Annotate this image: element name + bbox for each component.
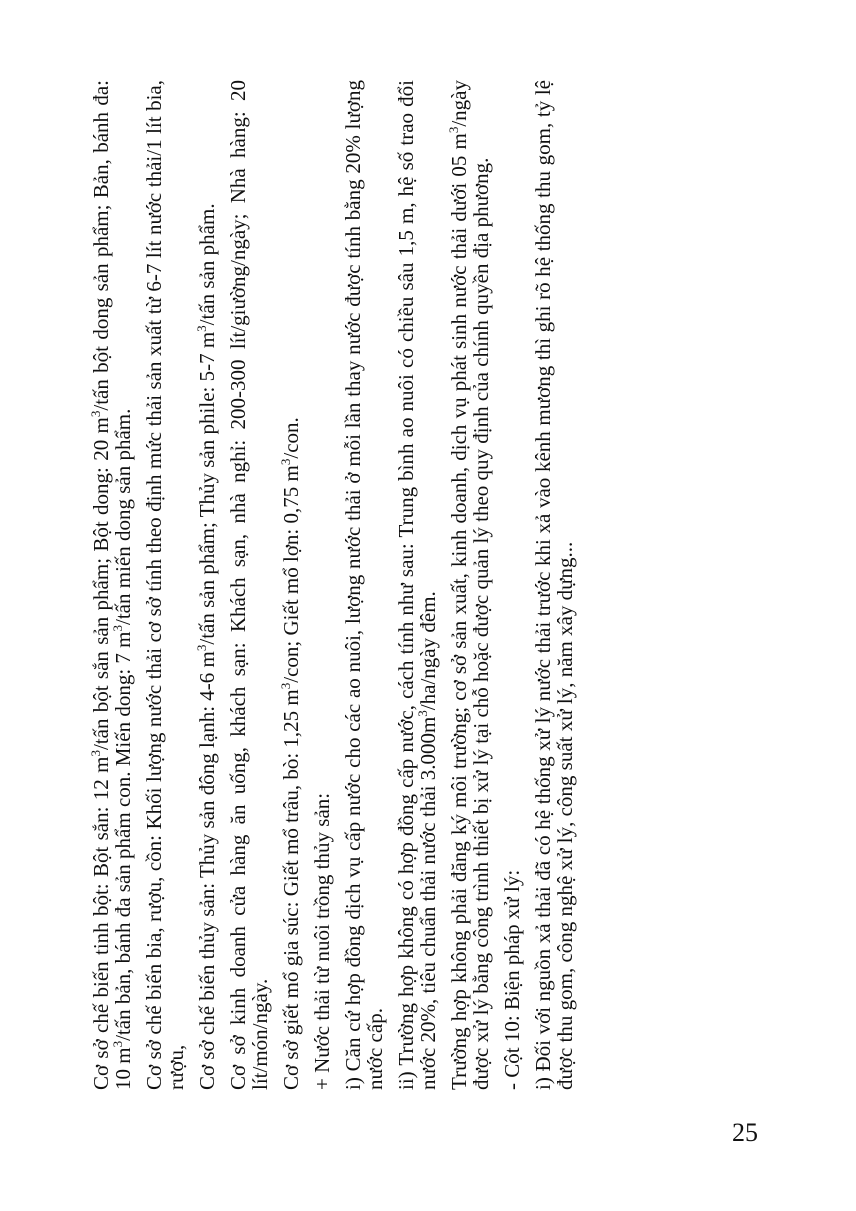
text-run: Cơ sở chế biến thủy sản: Thủy sản đông lạnh: 4-6 m <box>195 651 219 1090</box>
paragraph-thuy-san <box>196 80 218 1090</box>
paragraph-nuoi-trong-heading <box>311 80 333 1090</box>
superscript: 3 <box>278 682 293 690</box>
text-run: Trường hợp không phải đăng ký môi trường; cơ sở sản xuất, kinh doanh, dịch vụ phát sinh nước thải dưới 05 m <box>447 133 471 1090</box>
text-run: /tấn bột sắn sản phẩm; Bột dong: 20 m <box>89 417 113 751</box>
text-run: Cơ sở kinh doanh cửa hàng ăn uống, khách sạn: Khách sạn, nhà nghỉ: 200-300 lít/giường/ngày; Nhà hàng: 20 lít/món/ngày. <box>226 80 272 1090</box>
paragraph-tinh-bot <box>90 80 134 1090</box>
paragraph-item-i <box>342 80 386 1090</box>
page-number: 25 <box>732 1118 758 1147</box>
rotated-text-block <box>90 80 730 1090</box>
text-run: /tấn bản, bánh đa sản phẩm con. Miến dong: 7 m <box>111 631 135 1041</box>
paragraph-bia-ruou <box>143 80 187 1090</box>
text-run: /tấn sản phẩm. <box>195 203 219 326</box>
text-run: i) Đối với nguồn xả thải đã có hệ thống xử lý nước thải trước khi xả vào kênh mương thì ghi rõ hệ thống thu gom, tỷ lệ được thu gom, công nghệ xử lý, công suất xử lý, năm xây dựng... <box>531 80 577 1090</box>
text-run: /con; Giết mổ lợn: 0,75 m <box>279 465 303 683</box>
paragraph-item-ii <box>395 80 439 1090</box>
superscript: 3 <box>110 1040 125 1048</box>
superscript: 3 <box>88 410 103 418</box>
paragraph-khong-dang-ky <box>448 80 492 1090</box>
paragraph-khach-san <box>227 80 271 1090</box>
superscript: 3 <box>88 750 103 757</box>
superscript: 3 <box>110 624 125 632</box>
text-run: i) Căn cứ hợp đồng dịch vụ cấp nước cho các ao nuôi, lượng nước thải ở mỗi lần thay nước được tính bằng 20% lượng nước cấp. <box>341 80 387 1090</box>
paragraph-cot-10 <box>501 80 523 1090</box>
text-run: Cơ sở chế biến tinh bột: Bột sắn: 12 m <box>89 756 113 1090</box>
paragraph-giet-mo <box>280 80 302 1090</box>
superscript: 3 <box>415 710 430 717</box>
superscript: 3 <box>446 126 461 134</box>
superscript: 3 <box>278 458 293 466</box>
text-run: ii) Trường hợp không có hợp đồng cấp nước, cách tính như sau: Trung bình ao nuôi có chiều sâu 1,5 m, hệ số trao đổi nước 20%, tiêu chuẩn thải nước thải 3.000m <box>394 80 440 1090</box>
text-run: + Nước thải từ nuôi trồng thủy sản: <box>310 792 334 1090</box>
text-run: /con. <box>279 417 303 459</box>
text-run: Cơ sở giết mổ gia súc: Giết mổ trâu, bò: 1,25 m <box>279 689 303 1090</box>
superscript: 3 <box>194 644 209 652</box>
text-run: /tấn sản phẩm; Thủy sản phile: 5-7 m <box>195 331 219 645</box>
text-run: /ngày được xử lý bằng công trình thiết bị xử lý tại chỗ hoặc được quản lý theo quy định của chính quyền địa phương. <box>447 80 493 1090</box>
superscript: 3 <box>194 325 209 332</box>
text-run: /tấn miến dong sản phẩm. <box>111 408 135 625</box>
text-run: /ha/ngày đêm. <box>416 591 440 711</box>
text-run: - Cột 10: Biện pháp xử lý: <box>500 869 524 1090</box>
text-run: /tấn bột dong sản phẩm; Bản, bánh đa: 10 m <box>89 80 135 1090</box>
text-run: Cơ sở chế biến bia, rượu, cồn: Khối lượng nước thải cơ sở tính theo định mức thải sản xuất từ 6-7 lít nước thải/1 lít bia, rượu, <box>142 80 188 1090</box>
paragraph-bien-phap-i <box>532 80 576 1090</box>
